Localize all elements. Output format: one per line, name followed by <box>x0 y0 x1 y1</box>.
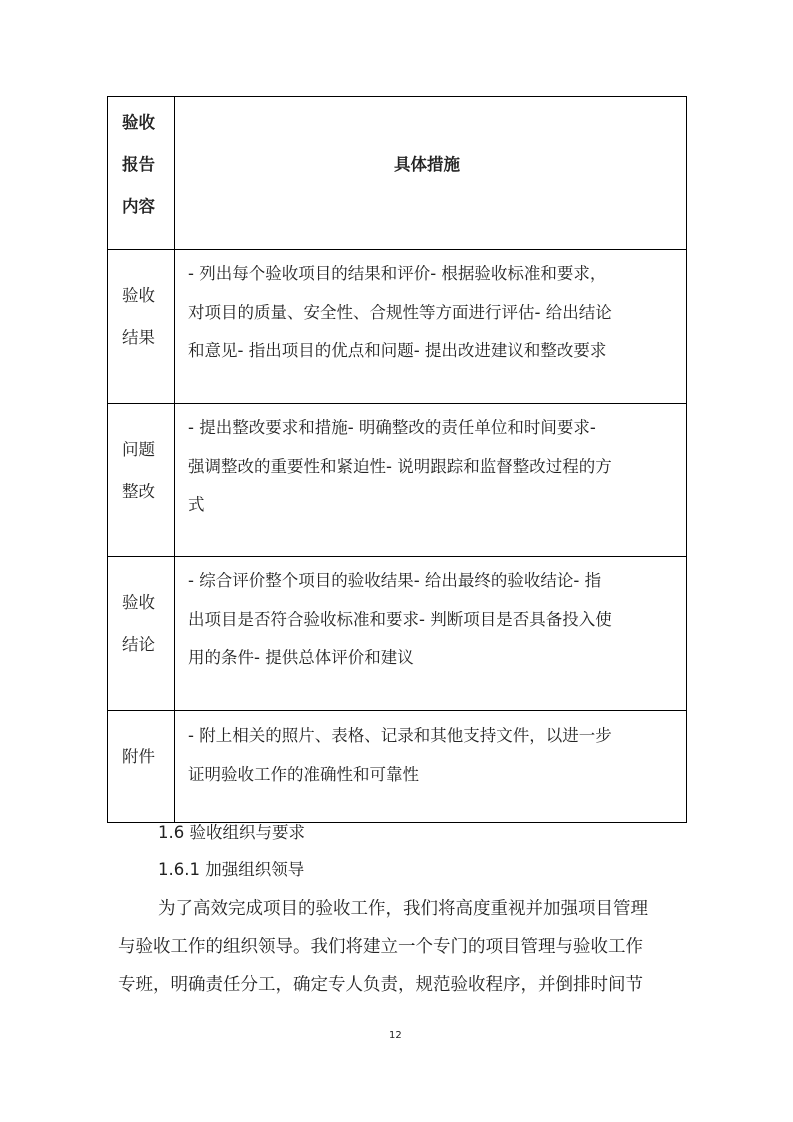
row-label: 结果 <box>122 328 155 347</box>
table-border <box>107 710 686 711</box>
row-text: 式 <box>188 495 205 514</box>
row-text: - 附上相关的照片、表格、记录和其他支持文件，以进一步 <box>188 726 612 745</box>
header-cell-content: 验收 <box>122 113 155 132</box>
table-border <box>686 96 687 823</box>
table-border <box>107 249 686 250</box>
row-label: 整改 <box>122 482 155 501</box>
row-text: 和意见- 指出项目的优点和问题- 提出改进建议和整改要求 <box>188 341 607 360</box>
row-text: 用的条件- 提供总体评价和建议 <box>188 648 414 667</box>
body-paragraph-line: 为了高效完成项目的验收工作，我们将高度重视并加强项目管理 <box>158 899 648 919</box>
row-label: 验收 <box>122 286 155 305</box>
table-border <box>107 96 686 97</box>
table-border <box>174 96 175 823</box>
row-text: - 综合评价整个项目的验收结果- 给出最终的验收结论- 指 <box>188 571 602 590</box>
row-text: 证明验收工作的准确性和可靠性 <box>188 765 419 784</box>
body-paragraph-line: 专班，明确责任分工，确定专人负责，规范验收程序，并倒排时间节 <box>118 975 643 995</box>
table-border <box>107 403 686 404</box>
table-border <box>107 96 108 823</box>
row-text: - 提出整改要求和措施- 明确整改的责任单位和时间要求- <box>188 418 596 437</box>
row-label: 验收 <box>122 593 155 612</box>
header-cell-content: 内容 <box>122 197 155 216</box>
table-border <box>107 556 686 557</box>
row-label: 附件 <box>122 747 155 766</box>
row-text: - 列出每个验收项目的结果和评价- 根据验收标准和要求， <box>188 264 607 283</box>
row-text: 出项目是否符合验收标准和要求- 判断项目是否具备投入使 <box>188 610 612 629</box>
subsection-heading: 1.6.1 加强组织领导 <box>158 860 305 879</box>
section-heading: 1.6 验收组织与要求 <box>158 823 305 842</box>
header-cell-measures: 具体措施 <box>394 155 460 174</box>
row-text: 强调整改的重要性和紧迫性- 说明跟踪和监督整改过程的方 <box>188 457 612 476</box>
header-cell-content: 报告 <box>122 155 155 174</box>
row-label: 问题 <box>122 440 155 459</box>
page-number: 12 <box>389 1030 402 1041</box>
row-text: 对项目的质量、安全性、合规性等方面进行评估- 给出结论 <box>188 303 612 322</box>
row-label: 结论 <box>122 635 155 654</box>
body-paragraph-line: 与验收工作的组织领导。我们将建立一个专门的项目管理与验收工作 <box>118 937 643 957</box>
